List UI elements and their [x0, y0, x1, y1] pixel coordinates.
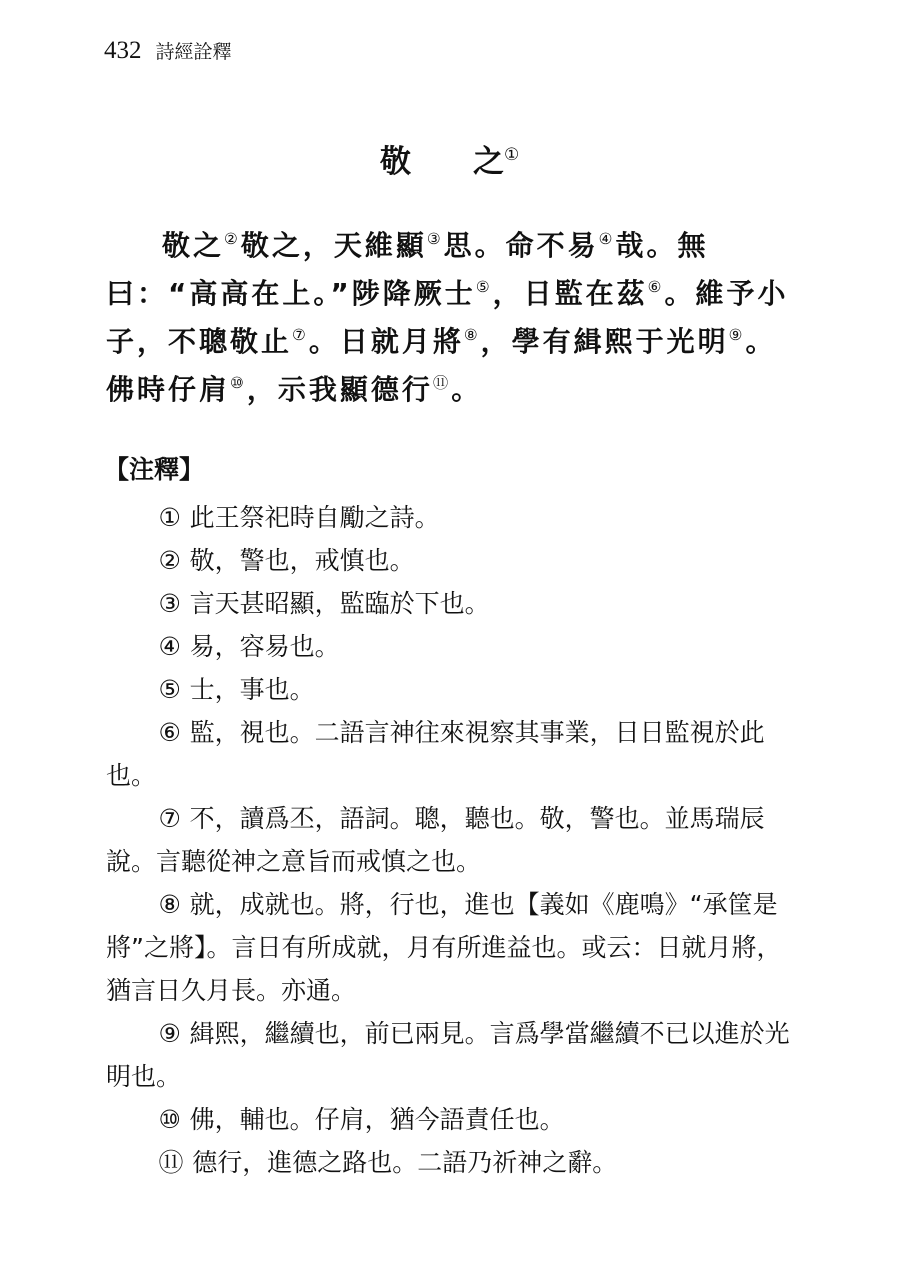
note-number: ⑨ [158, 1019, 181, 1048]
note-item [106, 797, 806, 883]
poem-title-char-1: 敬 [380, 144, 411, 180]
poem-segment: 敬之 [162, 229, 225, 262]
note-item [106, 883, 806, 1012]
note-item [106, 582, 806, 625]
note-number: ③ [158, 589, 181, 618]
footnote-marker: ⑧ [463, 326, 481, 345]
notes-heading: 【注釋】 [104, 455, 205, 484]
poem-segment: 。日就月將 [308, 325, 464, 358]
note-text: 此王祭祀時自勵之詩。 [189, 503, 440, 532]
book-title: 詩經詮釋 [155, 41, 232, 63]
poem-text [106, 222, 806, 414]
note-number: ⑩ [158, 1105, 181, 1134]
note-text: 佛，輔也。仔肩，猶今語責任也。 [189, 1105, 565, 1134]
note-text: 緝熙，繼續也，前已兩見。言爲學當繼續不已以進於光明也。 [106, 1019, 790, 1091]
poem-segment: 敬之，天維顯 [240, 229, 427, 262]
note-number: ⑦ [158, 804, 181, 833]
running-header [104, 36, 232, 67]
poem-title-char-2: 之 [473, 144, 504, 180]
poem-segment: 思。命不易 [443, 229, 599, 262]
title-footnote-marker: ① [504, 145, 520, 166]
note-text: 敬，警也，戒慎也。 [189, 546, 415, 575]
footnote-marker: ⑤ [475, 278, 493, 297]
footnote-marker: ③ [426, 230, 444, 249]
footnote-marker: ⑨ [728, 326, 746, 345]
note-item [106, 1098, 806, 1141]
footnote-marker: ② [224, 230, 241, 249]
note-text: 易，容易也。 [189, 632, 340, 661]
note-number: ⑥ [158, 718, 181, 747]
note-text: 士，事也。 [189, 675, 315, 704]
footnote-marker: ④ [598, 230, 616, 249]
footnote-marker: ⑩ [230, 374, 247, 393]
poem-segment: ，日監在茲 [492, 277, 648, 310]
note-number: ⑧ [158, 890, 181, 919]
poem-segment: 哉。無曰：“高高在上。”陟降厥士 [106, 229, 709, 310]
note-text: 不，讀爲丕，語詞。聰，聽也。敬，警也。並馬瑞辰說。言聽從神之意旨而戒慎之也。 [106, 804, 765, 876]
note-number: ⑤ [158, 675, 181, 704]
page-number: 432 [104, 37, 142, 64]
poem-segment: ，學有緝熙于光明 [480, 325, 729, 358]
poem-segment: 。 [451, 373, 483, 406]
note-item [106, 496, 806, 539]
note-item [106, 668, 806, 711]
note-number: ⑪ [158, 1148, 184, 1177]
poem-paragraph [106, 222, 806, 414]
footnote-marker: ⑪ [432, 374, 452, 393]
note-number: ④ [158, 632, 181, 661]
note-text: 就，成就也。將，行也，進也【義如《鹿鳴》“承筐是將”之將】。言日有所成就，月有所進益也。或云：日就月將，猶言日久月長。亦通。 [106, 890, 782, 1005]
footnote-marker: ⑥ [647, 278, 665, 297]
note-number: ① [158, 503, 181, 532]
note-item [106, 625, 806, 668]
notes-list [106, 496, 806, 1184]
note-number: ② [158, 546, 181, 575]
poem-segment: 。佛時仔肩 [106, 325, 777, 406]
note-text: 言天甚昭顯，監臨於下也。 [189, 589, 490, 618]
note-item [106, 1141, 806, 1184]
note-item [106, 539, 806, 582]
poem-segment: 。維予小子，不聰敬止 [106, 277, 789, 358]
poem-title [380, 140, 519, 184]
note-text: 德行，進德之路也。二語乃祈神之辭。 [192, 1148, 618, 1177]
footnote-marker: ⑦ [292, 326, 309, 345]
note-item [106, 711, 806, 797]
note-text: 監，視也。二語言神往來視察其事業，日日監視於此也。 [106, 718, 765, 790]
note-item [106, 1012, 806, 1098]
poem-segment: ，示我顯德行 [246, 373, 433, 406]
